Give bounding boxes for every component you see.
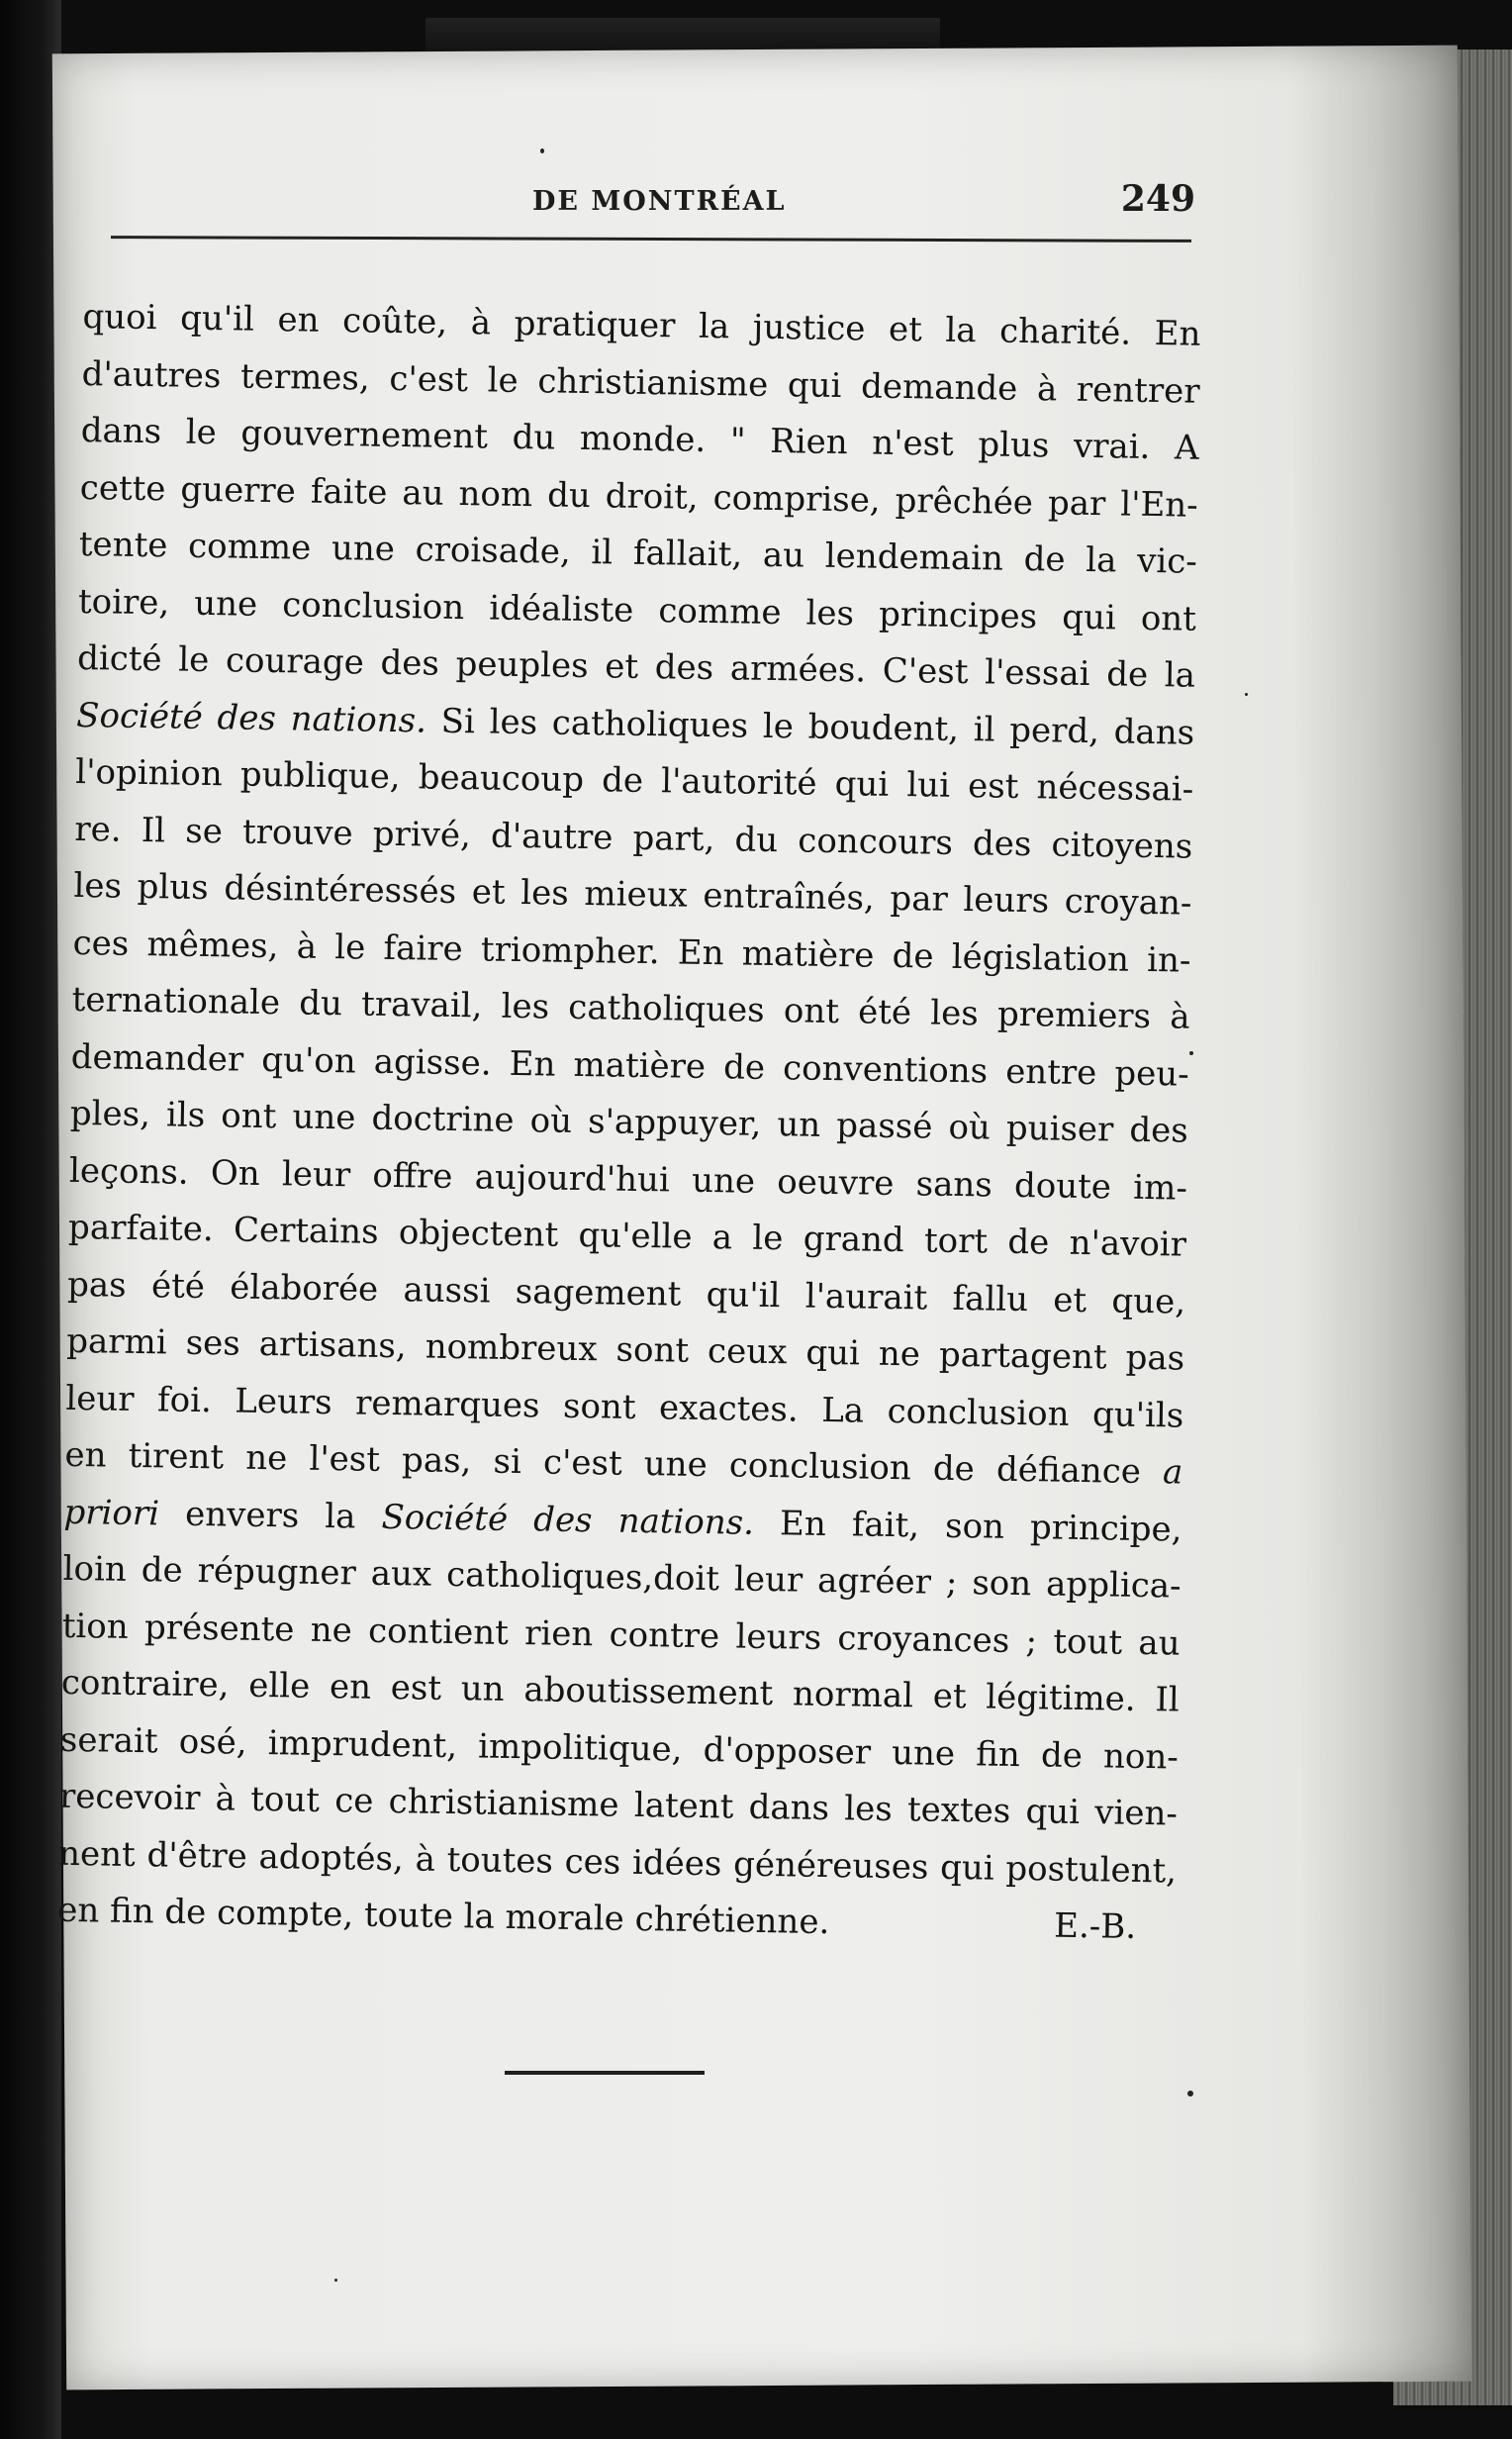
- text-line: demander qu'on agisse. En matière de conventions entre peu-: [70, 1036, 1189, 1095]
- text-line: parmi ses artisans, nombreux sont ceux qui ne partagent pas: [65, 1320, 1185, 1379]
- text-line: loin de répugner aux catholiques,doit leur agréer ; son applica-: [62, 1548, 1181, 1607]
- text-line: leçons. On leur offre aujourd'hui une oeuvre sans doute im-: [68, 1150, 1188, 1209]
- text-line: ples, ils ont une doctrine où s'appuyer, un passé où puiser des: [69, 1093, 1189, 1151]
- text-line: tion présente ne contient rien contre leurs croyances ; tout au: [61, 1606, 1181, 1664]
- text-line: dicté le courage des peuples et des armées. C'est l'essai de la: [76, 637, 1196, 696]
- italic-society-title: Société des nations.: [381, 1497, 755, 1543]
- text-line: parfaite. Certains objectent qu'elle a le grand tort de n'avoir: [67, 1207, 1187, 1265]
- book-binding-shadow: [0, 0, 61, 2439]
- italic-a: a: [1162, 1452, 1183, 1493]
- text-line: toire, une conclusion idéaliste comme les principes qui ont: [77, 581, 1197, 639]
- text-span: en tirent ne l'est pas, si c'est une conclusion de défiance: [64, 1434, 1142, 1492]
- signature: E.-B.: [1053, 1905, 1137, 1947]
- text-line: pas été élaborée aussi sagement qu'il l'aurait fallu et que,: [66, 1264, 1186, 1322]
- italic-priori: priori: [63, 1492, 160, 1533]
- text-span: en fin de compte, toute la morale chrétienne.: [56, 1890, 830, 1943]
- text-line: dans le gouvernement du monde. " Rien n'est plus vrai. A: [80, 410, 1199, 468]
- running-head: DE MONTRÉAL: [532, 186, 787, 217]
- text-line: ternationale du travail, les catholiques ont été les premiers à: [71, 979, 1190, 1037]
- text-line: les plus désintéressés et les mieux entraînés, par leurs croyan-: [73, 865, 1192, 924]
- dust-speck: [1245, 693, 1248, 696]
- italic-society-title: Société des nations.: [75, 695, 427, 741]
- text-line: l'opinion publique, beaucoup de l'autorité qui lui est nécessai-: [75, 751, 1194, 810]
- closing-rule: [505, 2071, 705, 2075]
- text-span: Si les catholiques le boudent, il perd, dans: [440, 701, 1195, 753]
- body-text: [57, 289, 1201, 1957]
- text-line: re. Il se trouve privé, d'autre part, du concours des citoyens: [74, 809, 1193, 867]
- text-line: d'autres termes, c'est le christianisme qui demande à rentrer: [81, 353, 1200, 412]
- text-line: recevoir à tout ce christianisme latent dans les textes qui vien-: [58, 1776, 1179, 1834]
- text-span: envers la: [184, 1494, 356, 1536]
- text-line: cette guerre faite au nom du droit, comprise, prêchée par l'En-: [79, 467, 1199, 526]
- page-header: [117, 176, 1195, 236]
- text-line: quoi qu'il en coûte, à pratiquer la justice et la charité. En: [82, 296, 1201, 354]
- dust-speck: [1189, 1051, 1193, 1055]
- dust-speck: [1187, 2091, 1193, 2097]
- dust-speck: [540, 148, 544, 153]
- text-line: tente comme une croisade, il fallait, au lendemain de la vic-: [78, 524, 1198, 582]
- text-line: serait osé, imprudent, impolitique, d'opposer une fin de non-: [59, 1719, 1180, 1778]
- page-number: 249: [1120, 178, 1195, 220]
- dust-speck: [334, 2279, 337, 2282]
- text-line: nent d'être adoptés, à toutes ces idées généreuses qui postulent,: [57, 1833, 1178, 1892]
- text-line: leur foi. Leurs remarques sont exactes. La conclusion qu'ils: [65, 1378, 1184, 1436]
- text-line: contraire, elle en est un aboutissement normal et légitime. Il: [60, 1662, 1181, 1720]
- text-line: ces mêmes, à le faire triompher. En matière de législation in-: [72, 923, 1191, 981]
- text-span: En fait, son principe,: [779, 1503, 1182, 1550]
